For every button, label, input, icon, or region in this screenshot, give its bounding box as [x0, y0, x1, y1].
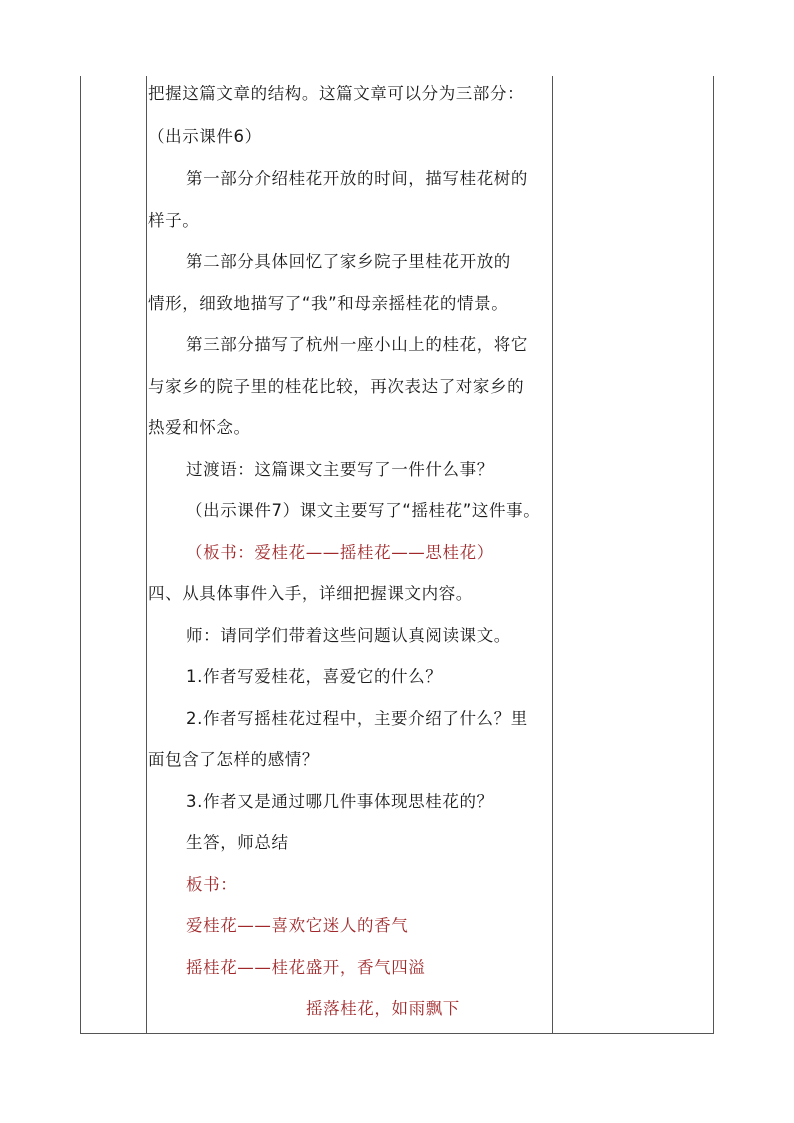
- section-heading: 四、从具体事件入手，详细把握课文内容。: [148, 584, 473, 603]
- paragraph-line: （出示课件6）: [148, 127, 262, 146]
- blackboard-note: 摇落桂花，如雨飘下: [306, 999, 460, 1018]
- paragraph-line: 与家乡的院子里的桂花比较，再次表达了对家乡的: [148, 377, 525, 396]
- paragraph-line: （出示课件7）课文主要写了“摇桂花”这件事。: [186, 501, 541, 520]
- blackboard-note: 摇桂花——桂花盛开，香气四溢: [186, 958, 426, 977]
- paragraph-line: 情形，细致地描写了“我”和母亲摇桂花的情景。: [148, 294, 509, 313]
- table-divider-1: [146, 76, 147, 1034]
- paragraph-line: 热爱和怀念。: [148, 418, 251, 437]
- table-border-left: [80, 76, 81, 1034]
- paragraph-line: 面包含了怎样的感情？: [148, 750, 319, 769]
- table-border-right: [713, 76, 714, 1034]
- paragraph-line: 第二部分具体回忆了家乡院子里桂花开放的: [186, 252, 511, 271]
- question-item: 2.作者写摇桂花过程中，主要介绍了什么？里: [186, 709, 528, 728]
- paragraph-line: 生答，师总结: [186, 833, 289, 852]
- paragraph-line: 第一部分介绍桂花开放的时间，描写桂花树的: [186, 169, 528, 188]
- blackboard-note: （板书：爱桂花——摇桂花——思桂花）: [186, 543, 494, 562]
- table-border-bottom: [80, 1033, 714, 1034]
- paragraph-line: 把握这篇文章的结构。这篇文章可以分为三部分：: [148, 84, 525, 103]
- blackboard-note: 爱桂花——喜欢它迷人的香气: [186, 916, 409, 935]
- paragraph-line: 样子。: [148, 211, 200, 230]
- table-divider-2: [552, 76, 553, 1034]
- paragraph-line: 第三部分描写了杭州一座小山上的桂花，将它: [186, 335, 528, 354]
- paragraph-line: 过渡语：这篇课文主要写了一件什么事？: [186, 460, 494, 479]
- blackboard-label: 板书：: [186, 875, 238, 894]
- question-item: 1.作者写爱桂花，喜爱它的什么？: [186, 667, 443, 686]
- paragraph-line: 师：请同学们带着这些问题认真阅读课文。: [186, 626, 511, 645]
- question-item: 3.作者又是通过哪几件事体现思桂花的？: [186, 792, 494, 811]
